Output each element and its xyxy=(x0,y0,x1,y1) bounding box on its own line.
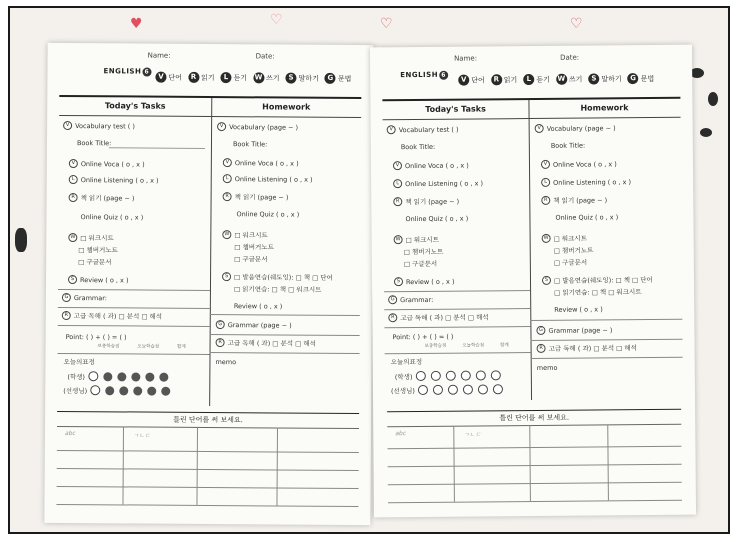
today-book-reading: R 책 읽기 (page ~ ) xyxy=(393,197,459,207)
homework-column xyxy=(528,99,680,119)
face-icon xyxy=(145,372,154,381)
point-labels: 보충학습점 오늘학습점 합계 xyxy=(424,343,509,349)
hw-vocab: V Vocabulary (page ~ ) xyxy=(217,122,298,132)
today-title: Today's Tasks xyxy=(59,97,211,117)
homework-title: Homework xyxy=(211,98,361,118)
today-worksheet: W □ 워크시트 xyxy=(68,233,113,242)
today-online-quiz: Online Quiz ( o , x ) xyxy=(405,214,469,224)
hw-online-listening: L Online Listening ( o , x ) xyxy=(223,174,313,184)
hw-online-voca: V Online Voca ( o , x ) xyxy=(541,159,617,169)
today-vocab: V Vocabulary test ( ) xyxy=(387,125,459,135)
face-icon xyxy=(478,384,488,394)
hw-reading-practice: □ 읽기연습: □ 책 □ 워크시트 xyxy=(233,285,322,294)
hw-online-quiz: Online Quiz ( o , x ) xyxy=(555,213,619,222)
sad-face-icon xyxy=(490,370,500,380)
today-book-title: Book Title: xyxy=(400,142,436,152)
today-reading-mode: R 고급 독해 ( 과) □ 분석 □ 해석 xyxy=(62,311,162,321)
hw-book-reading: R 책 읽기 (page ~ ) xyxy=(223,192,289,201)
smile-face-icon xyxy=(415,371,425,381)
sad-face-icon xyxy=(161,386,170,395)
wrong-words-title: 틀린 단어를 써 보세요. xyxy=(57,412,359,429)
page-header xyxy=(47,43,373,101)
skill-legend: V 단어 R 읽기 L 듣기 W 쓰기 S 말하기 G 문법 xyxy=(458,73,654,86)
date-label: Date: xyxy=(255,52,275,61)
heart-icon: ♡ xyxy=(270,12,283,28)
heart-icon: ♡ xyxy=(380,16,393,32)
face-icon xyxy=(445,371,455,381)
dalmatian-spot xyxy=(15,228,27,252)
today-title: Today's Tasks xyxy=(382,100,528,120)
mood-student: (학생) xyxy=(395,370,503,381)
hw-speaking: S □ 발음연습(쉐도잉): □ 책 □ 단어 xyxy=(222,272,333,282)
sample-korean: ㄱㄴㄷ xyxy=(463,431,481,439)
face-icon xyxy=(460,371,470,381)
memo-label: memo xyxy=(536,363,558,372)
dalmatian-spot xyxy=(700,128,712,137)
today-essay: □ 구글문서 xyxy=(78,258,112,267)
today-online-voca: V Online Voca ( o , x ) xyxy=(69,159,145,169)
hw-online-listening: L Online Listening ( o , x ) xyxy=(541,177,631,187)
name-label: Name: xyxy=(454,54,478,63)
right-page xyxy=(370,45,696,518)
today-online-listening: L Online Listening ( o , x ) xyxy=(69,175,159,185)
name-label: Name: xyxy=(147,51,171,60)
task-grid xyxy=(57,95,361,407)
face-icon xyxy=(448,385,458,395)
hw-reading-mode: R 고급 독해 ( 과) □ 분석 □ 해석 xyxy=(216,338,316,348)
date-label: Date: xyxy=(560,53,580,62)
hw-reading-mode: R 고급 독해 ( 과) □ 분석 □ 해석 xyxy=(537,343,637,353)
face-icon xyxy=(117,372,126,381)
face-icon xyxy=(105,386,114,395)
face-icon xyxy=(103,372,112,381)
left-page xyxy=(44,43,373,525)
smile-face-icon xyxy=(88,371,98,381)
mood-student: (학생) xyxy=(67,371,170,382)
wrong-words-title: 틀린 단어를 써 보세요. xyxy=(387,410,681,428)
today-book-title: Book Title: xyxy=(76,139,112,148)
hw-online-voca: V Online Voca ( o , x ) xyxy=(223,158,299,168)
face-icon xyxy=(133,386,142,395)
face-icon xyxy=(119,386,128,395)
homework-title: Homework xyxy=(528,99,680,119)
today-online-quiz: Online Quiz ( o , x ) xyxy=(80,213,144,222)
hw-speaking: S □ 발음연습(쉐도잉): □ 책 □ 단어 xyxy=(542,275,653,285)
hw-book-title: Book Title: xyxy=(550,141,586,150)
today-point: Point: ( ) + ( ) = ( ) xyxy=(392,332,454,342)
homework-column xyxy=(211,98,361,118)
hw-book-title: Book Title: xyxy=(232,140,268,149)
hw-essay: □ 구글문서 xyxy=(234,255,268,264)
smile-face-icon xyxy=(90,385,100,395)
mood-teacher: (선생님) xyxy=(391,384,505,395)
today-review: S Review ( o , x ) xyxy=(68,275,129,284)
sad-face-icon xyxy=(159,372,168,381)
mood-title: 오늘의표정 xyxy=(390,357,423,367)
today-column xyxy=(382,100,528,120)
hw-grammar: G Grammar (page ~ ) xyxy=(216,320,292,330)
today-notebook: □ 챔버거노트 xyxy=(78,246,118,255)
today-grammar: G Grammar: xyxy=(388,295,433,304)
face-icon xyxy=(475,370,485,380)
hw-notebook: □ 챔버거노트 xyxy=(234,243,274,252)
dalmatian-spot xyxy=(708,92,718,106)
face-icon xyxy=(463,385,473,395)
heart-icon: ♥ xyxy=(130,16,143,32)
today-review: S Review ( o , x ) xyxy=(394,277,455,287)
hw-grammar: G Grammar (page ~ ) xyxy=(536,325,612,335)
today-vocab: V Vocabulary test ( ) xyxy=(63,121,135,131)
today-point: Point: ( ) + ( ) = ( ) xyxy=(65,333,127,342)
today-online-listening: L Online Listening ( o , x ) xyxy=(393,178,483,188)
heart-icon: ♡ xyxy=(570,16,583,32)
face-icon xyxy=(147,386,156,395)
wrong-words-table xyxy=(56,411,359,506)
today-notebook: □ 챔버거노트 xyxy=(403,247,444,257)
hw-online-quiz: Online Quiz ( o , x ) xyxy=(236,210,300,219)
hw-book-reading: R 책 읽기 (page ~ ) xyxy=(541,195,607,205)
wrong-words-table xyxy=(387,409,682,503)
logo: ENGLISH 6 xyxy=(103,67,151,76)
hw-worksheet: W □ 워크시트 xyxy=(542,234,587,243)
task-grid xyxy=(382,97,683,402)
today-book-reading: R 책 읽기 (page ~ ) xyxy=(69,193,135,202)
today-column xyxy=(59,97,211,117)
hw-review: Review ( o , x ) xyxy=(233,302,283,311)
today-worksheet: W □ 워크시트 xyxy=(394,235,439,244)
point-labels: 보충학습점 오늘학습점 합계 xyxy=(97,344,186,350)
memo-label: memo xyxy=(215,358,237,367)
face-icon xyxy=(433,385,443,395)
skill-legend: V 단어 R 읽기 L 듣기 W 쓰기 S 말하기 G 문법 xyxy=(155,72,351,84)
today-reading-mode: R 고급 독해 ( 과) □ 분석 □ 해석 xyxy=(388,312,488,322)
today-essay: □ 구글문서 xyxy=(403,259,438,269)
face-icon xyxy=(131,372,140,381)
hw-review: Review ( o , x ) xyxy=(554,305,603,314)
sad-face-icon xyxy=(493,384,503,394)
today-online-voca: V Online Voca ( o , x ) xyxy=(393,161,469,171)
mood-teacher: (선생님) xyxy=(63,385,172,396)
hw-vocab: V Vocabulary (page ~ ) xyxy=(535,123,616,133)
hw-reading-practice: □ 읽기연습: □ 책 □ 워크시트 xyxy=(554,288,642,297)
hw-worksheet: W □ 워크시트 xyxy=(222,230,267,239)
hw-essay: □ 구글문서 xyxy=(553,258,588,267)
sample-korean: ㄱㄴㄷ xyxy=(132,432,151,440)
smile-face-icon xyxy=(418,385,428,395)
page-header xyxy=(370,45,692,104)
photo-frame xyxy=(8,6,730,534)
logo: ENGLISH 6 xyxy=(400,71,448,80)
sample-abc: abc xyxy=(64,429,76,438)
mood-title: 오늘의표정 xyxy=(63,357,95,367)
hw-notebook: □ 챔버거노트 xyxy=(553,246,594,255)
today-grammar: G Grammar: xyxy=(62,293,107,302)
sample-abc: abc xyxy=(395,430,407,438)
face-icon xyxy=(430,371,440,381)
